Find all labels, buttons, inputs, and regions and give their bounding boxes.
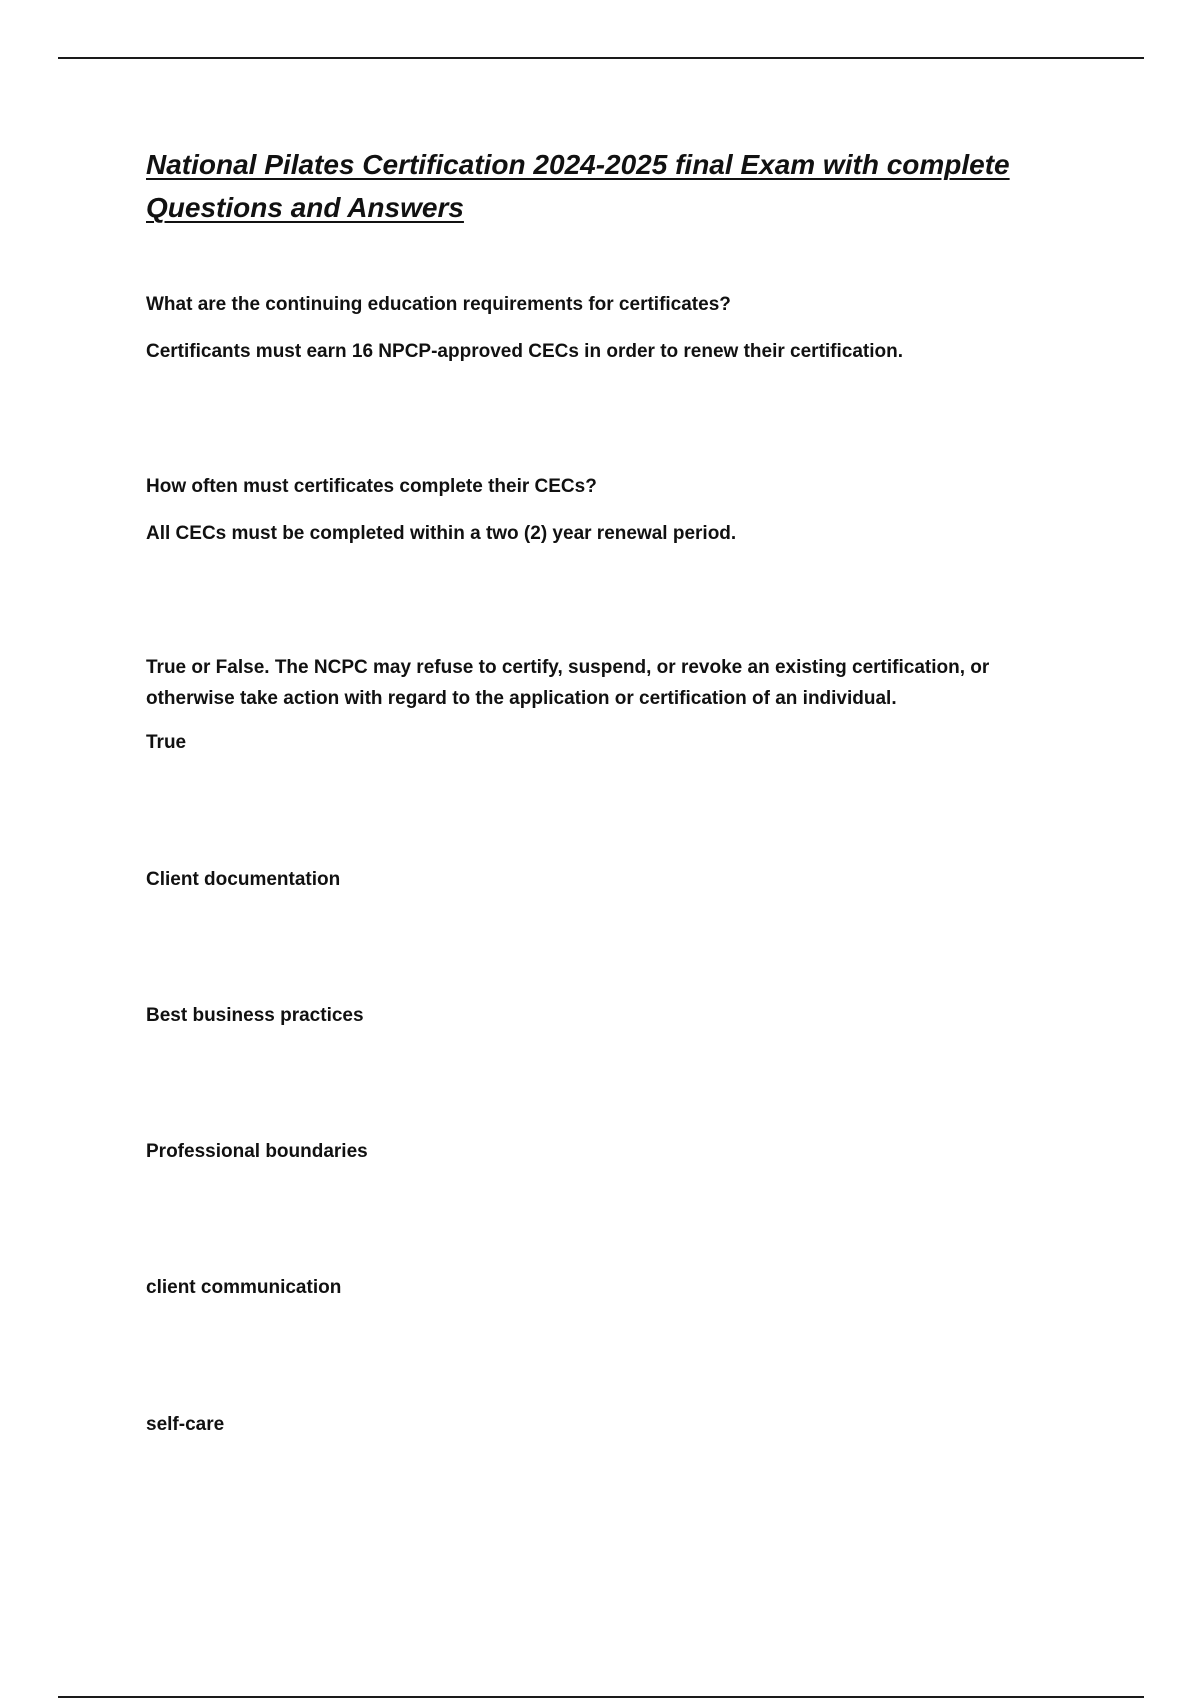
answer-2: All CECs must be completed within a two (2) year renewal period.: [146, 523, 737, 544]
question-3: True or False. The NCPC may refuse to certify, suspend, or revoke an existing certification, or otherwise take action with regard to the application or certification of an individual.: [146, 657, 990, 709]
list-item: Best business practices: [146, 1005, 364, 1026]
document-title: National Pilates Certification 2024-2025 final Exam with complete Questions and Answers: [146, 149, 1010, 223]
list-item: client communication: [146, 1277, 342, 1298]
footer-rule: [58, 1696, 1144, 1698]
header-rule: [58, 57, 1144, 59]
list-item: Client documentation: [146, 869, 341, 890]
question-2: How often must certificates complete their CECs?: [146, 476, 597, 497]
list-item: Professional boundaries: [146, 1141, 368, 1162]
list-item: self-care: [146, 1414, 225, 1435]
answer-3: True: [146, 732, 187, 753]
question-1: What are the continuing education requirements for certificates?: [146, 294, 731, 315]
answer-1: Certificants must earn 16 NPCP-approved CECs in order to renew their certification.: [146, 341, 904, 362]
